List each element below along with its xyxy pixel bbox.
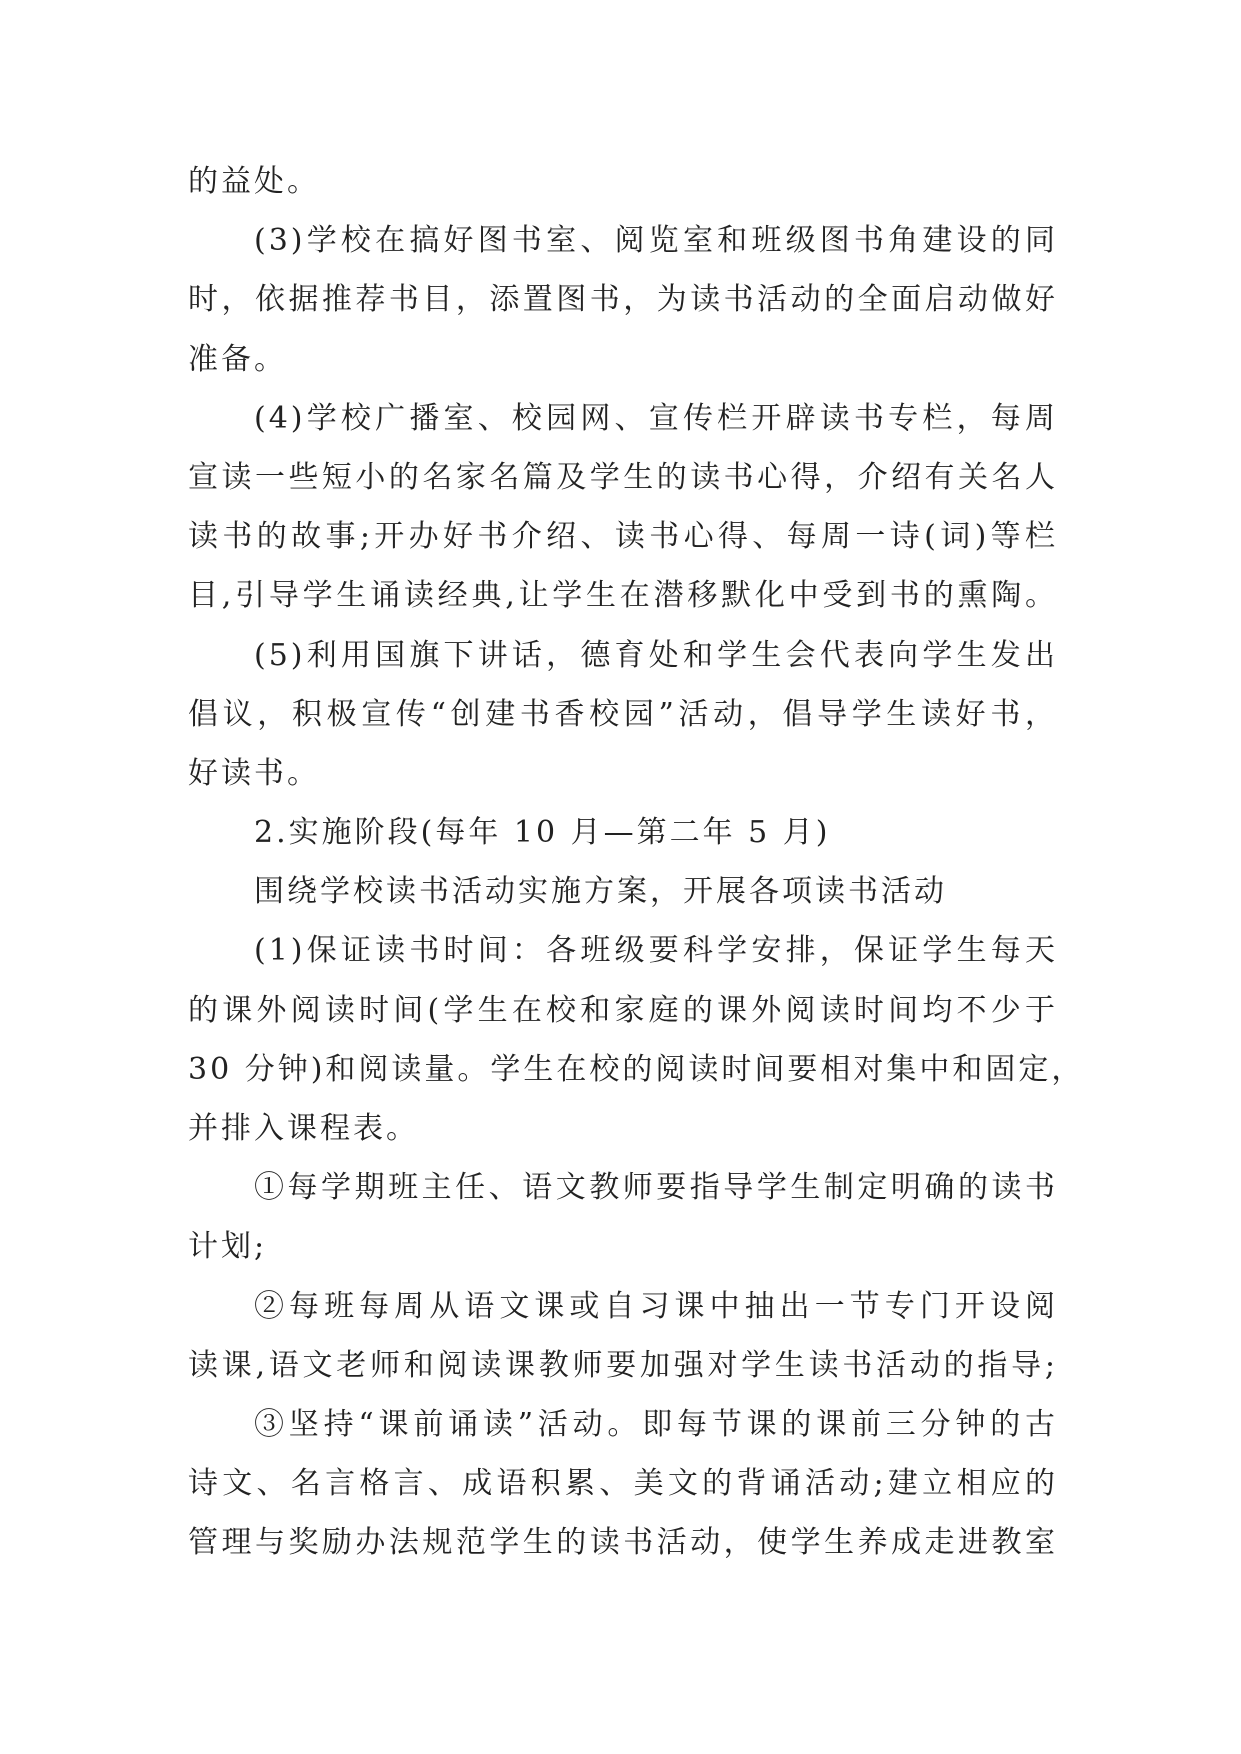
text-line: 时，依据推荐书目，添置图书，为读书活动的全面启动做好 bbox=[188, 282, 1058, 318]
text-line: 准备。 bbox=[188, 341, 287, 377]
text-line: 的课外阅读时间(学生在校和家庭的课外阅读时间均不少于 bbox=[188, 992, 1058, 1028]
text-line: 30 分钟)和阅读量。学生在校的阅读时间要相对集中和固定， bbox=[188, 1051, 1085, 1087]
text-line: 计划; bbox=[188, 1229, 268, 1265]
text-line: (5)利用国旗下讲话，德育处和学生会代表向学生发出 bbox=[254, 637, 1058, 673]
text-line: 读书的故事;开办好书介绍、读书心得、每周一诗(词)等栏 bbox=[188, 519, 1058, 555]
body-text bbox=[188, 152, 1085, 1573]
text-line: 的益处。 bbox=[188, 164, 320, 199]
text-line: 宣读一些短小的名家名篇及学生的读书心得，介绍有关名人 bbox=[188, 459, 1058, 495]
text-line: ①每学期班主任、语文教师要指导学生制定明确的读书 bbox=[254, 1170, 1058, 1206]
text-line: 倡议，积极宣传“创建书香校园”活动，倡导学生读好书， bbox=[188, 696, 1058, 732]
text-line: ②每班每周从语文课或自习课中抽出一节专门开设阅 bbox=[254, 1288, 1058, 1324]
text-line: 并排入课程表。 bbox=[188, 1111, 419, 1146]
text-line: (4)学校广播室、校园网、宣传栏开辟读书专栏，每周 bbox=[254, 400, 1058, 436]
text-line: 诗文、名言格言、成语积累、美文的背诵活动;建立相应的 bbox=[188, 1466, 1058, 1502]
text-line: 管理与奖励办法规范学生的读书活动，使学生养成走进教室 bbox=[188, 1525, 1058, 1561]
text-line: (1)保证读书时间：各班级要科学安排，保证学生每天 bbox=[254, 933, 1058, 969]
text-line: ③坚持“课前诵读”活动。即每节课的课前三分钟的古 bbox=[254, 1406, 1058, 1442]
text-line: 好读书。 bbox=[188, 755, 320, 791]
text-line: 目,引导学生诵读经典,让学生在潜移默化中受到书的熏陶。 bbox=[188, 578, 1058, 614]
text-line: 围绕学校读书活动实施方案，开展各项读书活动 bbox=[254, 874, 947, 910]
section-heading: 2.实施阶段(每年 10 月—第二年 5 月) bbox=[254, 815, 831, 851]
text-line: (3)学校在搞好图书室、阅览室和班级图书角建设的同 bbox=[254, 223, 1058, 259]
text-line: 读课,语文老师和阅读课教师要加强对学生读书活动的指导; bbox=[188, 1347, 1058, 1383]
